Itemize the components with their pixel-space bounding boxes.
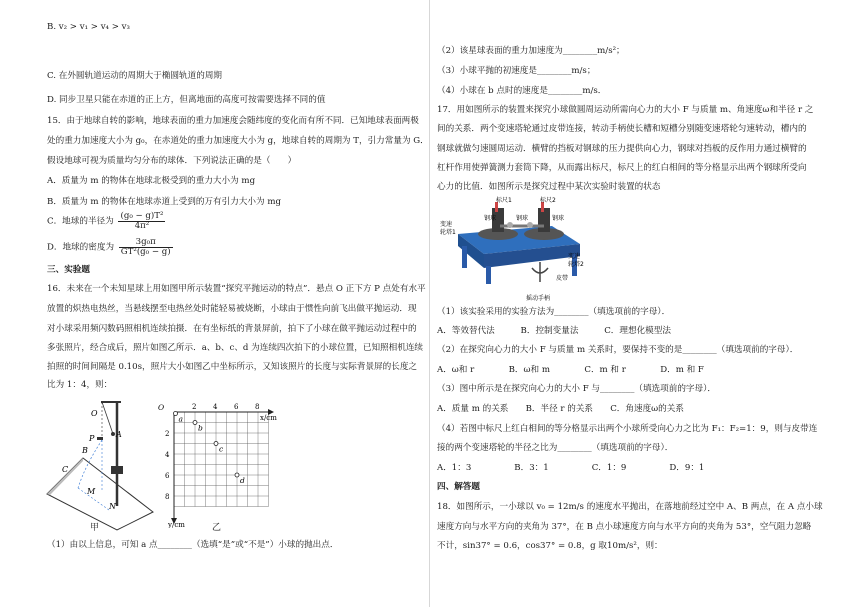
steel-ball-left [507,222,513,228]
x-tick-label: 4 [213,403,218,411]
q15-option-c-prefix: C．地球的半径为 [47,216,114,227]
q15-option-c-numerator: (g₀ − g)T² [120,211,164,221]
point-d [235,473,239,477]
label-P: P [89,434,95,443]
q17-sub-1: （1）该实验采用的实验方法为________（填选项前的字母）． [437,307,671,317]
y-tick-label: 2 [165,430,170,438]
q15-option-c-fraction [118,212,165,230]
centripetal-apparatus-figure [440,196,590,304]
figure-yi-caption: 乙 [212,523,222,533]
q16-sub-1: （1）由以上信息，可知 a 点________（选填“是”或“不是”）小球的抛出点． [47,540,339,550]
q14-option-d: D. 同步卫星只能在赤道的正上方，但离地面的高度可按需要选择不同的值 [47,95,326,105]
point-label-d: d [240,476,245,485]
label-wheel1-l1: 变速 [440,221,453,228]
label-B: B [82,446,88,455]
figure-yi-grid [156,398,286,528]
q15-option-a: A．质量为 m 的物体在地球北极受到的重力大小为 mg [47,176,256,186]
leg-front-left [462,246,467,268]
q15-option-d-denominator: GT²(g₀ − g) [120,246,171,257]
label-handle: 摇动手柄 [526,295,551,302]
figure-jia-apparatus [45,396,155,534]
point-c [214,442,218,446]
q15-option-d [47,238,175,256]
point-b [193,421,197,425]
label-ruler1: 标尺1 [496,197,512,204]
section-heading-solve: 四、解答题 [437,482,480,492]
q17-stem-5: 心力的比值．如图所示是探究过程中某次实验时装置的状态 [437,182,661,192]
base-block [111,466,123,474]
q15-option-c [47,212,167,230]
q15-stem-1: 15．由于地球自转的影响，地球表面的重力加速度会随纬度的变化而有所不同．已知地球表面两极 [47,116,419,126]
leg-front-mid [486,266,491,284]
q18-stem-3: 不计，sin37° = 0.6，cos37° = 0.8，g 取10m/s²，则： [437,541,663,551]
pendulum-string [102,402,113,434]
q16-stem-4: 多张照片，经合成后，照片如图乙所示．a、b、c、d 为连续四次拍下的小球位置，已知照相机连续 [47,343,424,353]
q15-option-d-numerator: 3g₀π [119,238,173,248]
q17-stem-2: 间的关系．两个变速塔轮通过皮带连接，转动手柄使长槽和短槽分别随变速塔轮匀速转动，槽内的 [437,124,807,134]
q16-sub-3: （3）小球平抛的初速度是________m/s； [437,66,596,76]
label-wheel2-l1: 变速 [568,253,581,260]
q17-stem-1: 17．用如图所示的装置来探究小球做圆周运动所需向心力的大小 F 与质量 m、角速度ω和半径 r 之 [437,105,814,115]
q15-option-d-prefix: D．地球的密度为 [47,242,115,253]
label-C: C [62,465,69,474]
q18-stem-1: 18．如图所示，一小球以 v₀ = 12m/s 的速度水平抛出，在落地前经过空中 A、B 两点，在 A 点小球 [437,502,823,512]
point-a [174,412,178,416]
q16-sub-2: （2）该星球表面的重力加速度为________m/s²； [437,46,625,56]
label-O: O [91,409,98,418]
label-ruler2: 标尺2 [540,197,556,204]
q16-stem-2: 放置的炽热电热丝，当悬线摆至电热丝处时能轻易被烧断，小球由于惯性向前飞出做平抛运动．现 [47,304,417,314]
label-A: A [116,430,122,439]
q17-sub-1-options: A．等效替代法 B．控制变量法 C．理想化模型法 [437,326,671,336]
label-ball-right: 钢球 [552,215,565,222]
label-wheel1-l2: 轮塔1 [440,229,456,236]
q17-sub-3: （3）图中所示是在探究向心力的大小 F 与________（填选项前的字母）． [437,384,717,394]
q16-stem-1: 16．未来在一个未知星球上用如图甲所示装置“探究平抛运动的特点”．悬点 O 正下方 P 点处有水平 [47,284,426,294]
q16-sub-4: （4）小球在 b 点时的速度是________m/s． [437,86,607,96]
x-tick-label: 6 [234,403,239,411]
origin-label: O [158,403,165,412]
q15-stem-3: 假设地球可视为质量均匀分布的球体．下列说法正确的是（ ） [47,156,297,166]
steel-ball-right [527,222,533,228]
column-separator [429,0,430,607]
q17-sub-2: （2）在探究向心力的大小 F 与质量 m 关系时，要保持不变的是________（填选项前的字母）． [437,345,799,355]
label-wheel1 [440,220,456,236]
x-axis-label: x/cm [260,414,277,422]
grid-lines [174,412,269,507]
heating-wire [97,437,103,440]
q17-sub-4-cont: 接的两个变速塔轮的半径之比为________（填选项前的字母）． [437,443,674,453]
x-tick-label: 2 [192,403,197,411]
figure-jia-caption: 甲 [90,523,100,533]
label-wheel2-l2: 轮塔2 [568,261,584,268]
q16-stem-3: 对小球采用频闪数码照相机连续拍摄．在有坐标纸的背景屏前，拍下了小球在做平抛运动过程中的 [47,324,417,334]
label-M: M [87,487,96,496]
y-axis-label: y/cm [168,521,185,528]
q17-sub-2-options: A．ω和 r B．ω和 m C．m 和 r D．m 和 F [437,365,704,375]
q15-stem-2: 处的重力加速度大小为 g₀，在赤道处的重力加速度大小为 g，地球自转的周期为 T，引力常量为 G． [47,136,429,146]
label-ball-mid: 钢球 [516,215,529,222]
y-tick-label: 6 [165,472,170,480]
point-label-c: c [219,444,224,454]
label-ball-left: 钢球 [484,215,497,222]
section-heading-experiment: 三、实验题 [47,265,90,275]
q17-sub-4-options: A．1：3 B．3：1 C．1：9 D．9：1 [437,463,705,473]
point-label-b: b [198,423,203,433]
x-tick-label: 8 [255,403,260,411]
y-tick-label: 8 [165,493,170,501]
q16-stem-5: 拍照的时间间隔是 0.10s，照片大小如图乙中坐标所示，又知该照片的长度与实际背景屏的长度之 [47,362,418,372]
ball-a [111,432,115,436]
label-belt: 皮带 [556,275,569,282]
q17-stem-3: 钢球就做匀速圆周运动．横臂的挡板对钢球的压力提供向心力，钢球对挡板的反作用力通过横臂的 [437,144,807,154]
q17-sub-4: （4）若图中标尺上红白相间的等分格显示出两个小球所受向心力之比为 F₁：F₂=1：9，则与皮带连 [437,424,818,434]
q14-option-c: C. 在外圆轨道运动的周期大于椭圆轨道的周期 [47,71,223,81]
point-label-a: a [178,414,183,424]
q17-stem-4: 杠杆作用使弹簧测力套筒下降，从而露出标尺，标尺上的红白相间的等分格显示出两个钢球所受向 [437,163,807,173]
label-N: N [109,502,116,511]
q14-option-b: B. v₂ > v₁ > v₄ > v₃ [47,22,130,32]
q17-sub-3-options: A．质量 m 的关系 B．半径 r 的关系 C．角速度ω的关系 [437,404,684,414]
q15-option-d-fraction [119,238,173,256]
board-edge [47,458,83,495]
q16-stem-6: 比为 1：4，则： [47,380,113,390]
q15-option-c-denominator: 4π² [134,220,150,231]
q15-option-b: B．质量为 m 的物体在地球赤道上受到的万有引力大小为 mg [47,197,281,207]
q18-stem-2: 速度方向与水平方向的夹角为 37°，在 B 点小球速度方向与水平方向的夹角为 53°，空气阻力忽略 [437,522,812,532]
y-tick-label: 4 [165,451,170,459]
